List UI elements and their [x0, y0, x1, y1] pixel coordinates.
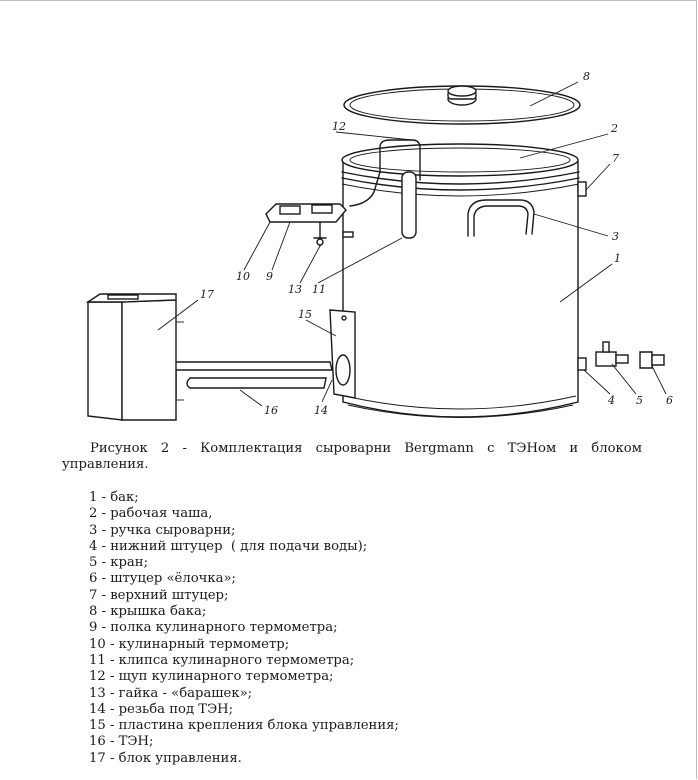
- part-number-7: 7: [612, 152, 619, 165]
- legend-item: 3 - ручка сыроварни;: [89, 522, 236, 538]
- tank: [343, 162, 578, 418]
- part-number-12: 12: [332, 120, 346, 133]
- legend-item: 8 - крышка бака;: [89, 604, 207, 620]
- legend-item: 10 - кулинарный термометр;: [89, 636, 290, 652]
- part-number-13: 13: [288, 283, 302, 296]
- control-unit: [88, 294, 184, 420]
- part-number-6: 6: [666, 394, 673, 407]
- part-number-4: 4: [608, 394, 615, 407]
- part-number-9: 9: [266, 270, 273, 283]
- legend-item: 16 - ТЭН;: [89, 734, 154, 750]
- part-number-11: 11: [312, 283, 326, 296]
- part-number-10: 10: [236, 270, 250, 283]
- mounting-plate: [330, 310, 355, 398]
- part-number-5: 5: [636, 394, 643, 407]
- part-number-2: 2: [611, 122, 618, 135]
- legend-item: 11 - клипса кулинарного термометра;: [89, 652, 355, 668]
- lower-fitting-assembly: [578, 342, 664, 370]
- legend-item: 9 - полка кулинарного термометра;: [89, 620, 338, 636]
- lid: [344, 86, 580, 124]
- parts-legend: [89, 490, 399, 767]
- legend-item: 2 - рабочая чаша,: [89, 506, 213, 522]
- part-number-3: 3: [612, 230, 619, 243]
- legend-item: 4 - нижний штуцер ( для подачи воды);: [89, 538, 368, 554]
- part-number-8: 8: [583, 70, 590, 83]
- part-number-14: 14: [314, 404, 328, 417]
- upper-fitting: [578, 182, 586, 196]
- legend-item: 13 - гайка - «барашек»;: [89, 685, 253, 701]
- thermometer-shelf: [266, 204, 346, 246]
- cheese-maker-diagram: [80, 60, 698, 430]
- legend-item: 14 - резьба под ТЭН;: [89, 701, 234, 717]
- legend-item: 6 - штуцер «ёлочка»;: [89, 571, 236, 587]
- legend-item: 15 - пластина крепления блока управления;: [89, 718, 399, 734]
- legend-item: 5 - кран;: [89, 555, 149, 571]
- legend-item: 1 - бак;: [89, 490, 139, 505]
- part-number-1: 1: [614, 252, 621, 265]
- legend-item: 12 - щуп кулинарного термометра;: [89, 669, 334, 685]
- legend-item: 7 - верхний штуцер;: [89, 587, 229, 603]
- part-number-15: 15: [298, 308, 312, 321]
- figure-caption: Рисунок 2 - Комплектация сыроварни Bergmann с ТЭНом и блоком управления.: [62, 441, 642, 472]
- part-number-17: 17: [200, 288, 214, 301]
- part-number-16: 16: [264, 404, 278, 417]
- legend-item: 17 - блок управления.: [89, 750, 242, 766]
- heating-element: [172, 362, 332, 398]
